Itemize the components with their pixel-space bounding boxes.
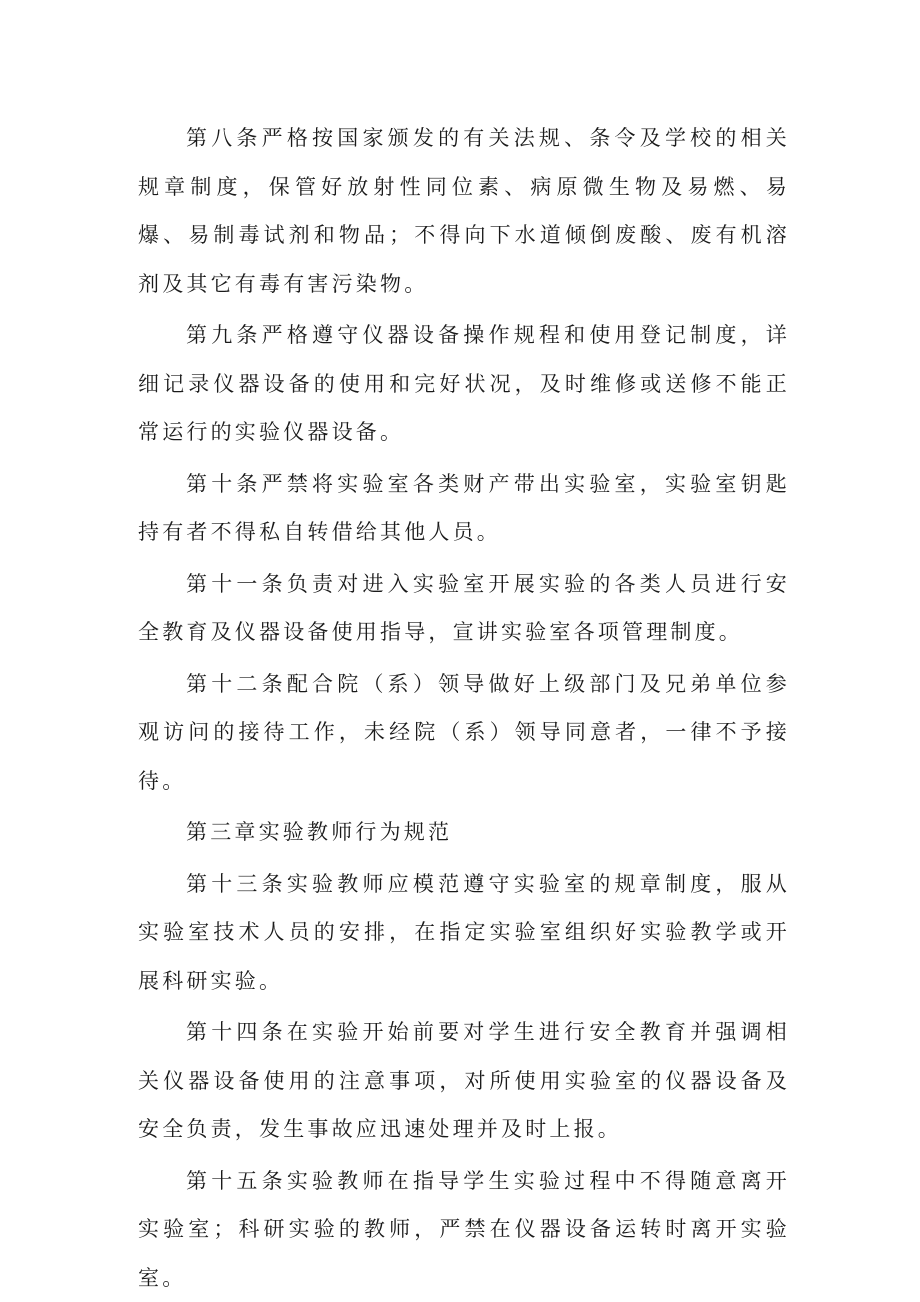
article-9-paragraph: 第九条严格遵守仪器设备操作规程和使用登记制度，详细记录仪器设备的使用和完好状况，及时维修或送修不能正常运行的实验仪器设备。 (138, 311, 790, 457)
article-12-paragraph: 第十二条配合院（系）领导做好上级部门及兄弟单位参观访问的接待工作，未经院（系）领导同意者，一律不予接待。 (138, 660, 790, 806)
article-15-paragraph: 第十五条实验教师在指导学生实验过程中不得随意离开实验室；科研实验的教师，严禁在仪器设备运转时离开实验室。 (138, 1157, 790, 1302)
article-13-paragraph: 第十三条实验教师应模范遵守实验室的规章制度，服从实验室技术人员的安排，在指定实验室组织好实验教学或开展科研实验。 (138, 860, 790, 1006)
chapter-3-heading: 第三章实验教师行为规范 (138, 808, 790, 857)
article-14-paragraph: 第十四条在实验开始前要对学生进行安全教育并强调相关仪器设备使用的注意事项，对所使用实验室的仪器设备及安全负责，发生事故应迅速处理并及时上报。 (138, 1008, 790, 1154)
article-8-paragraph: 第八条严格按国家颁发的有关法规、条令及学校的相关规章制度，保管好放射性同位素、病原微生物及易燃、易爆、易制毒试剂和物品；不得向下水道倾倒废酸、废有机溶剂及其它有毒有害污染物。 (138, 114, 790, 308)
document-page (138, 114, 790, 1302)
article-11-paragraph: 第十一条负责对进入实验室开展实验的各类人员进行安全教育及仪器设备使用指导，宣讲实验室各项管理制度。 (138, 560, 790, 657)
article-10-paragraph: 第十条严禁将实验室各类财产带出实验室，实验室钥匙持有者不得私自转借给其他人员。 (138, 460, 790, 557)
